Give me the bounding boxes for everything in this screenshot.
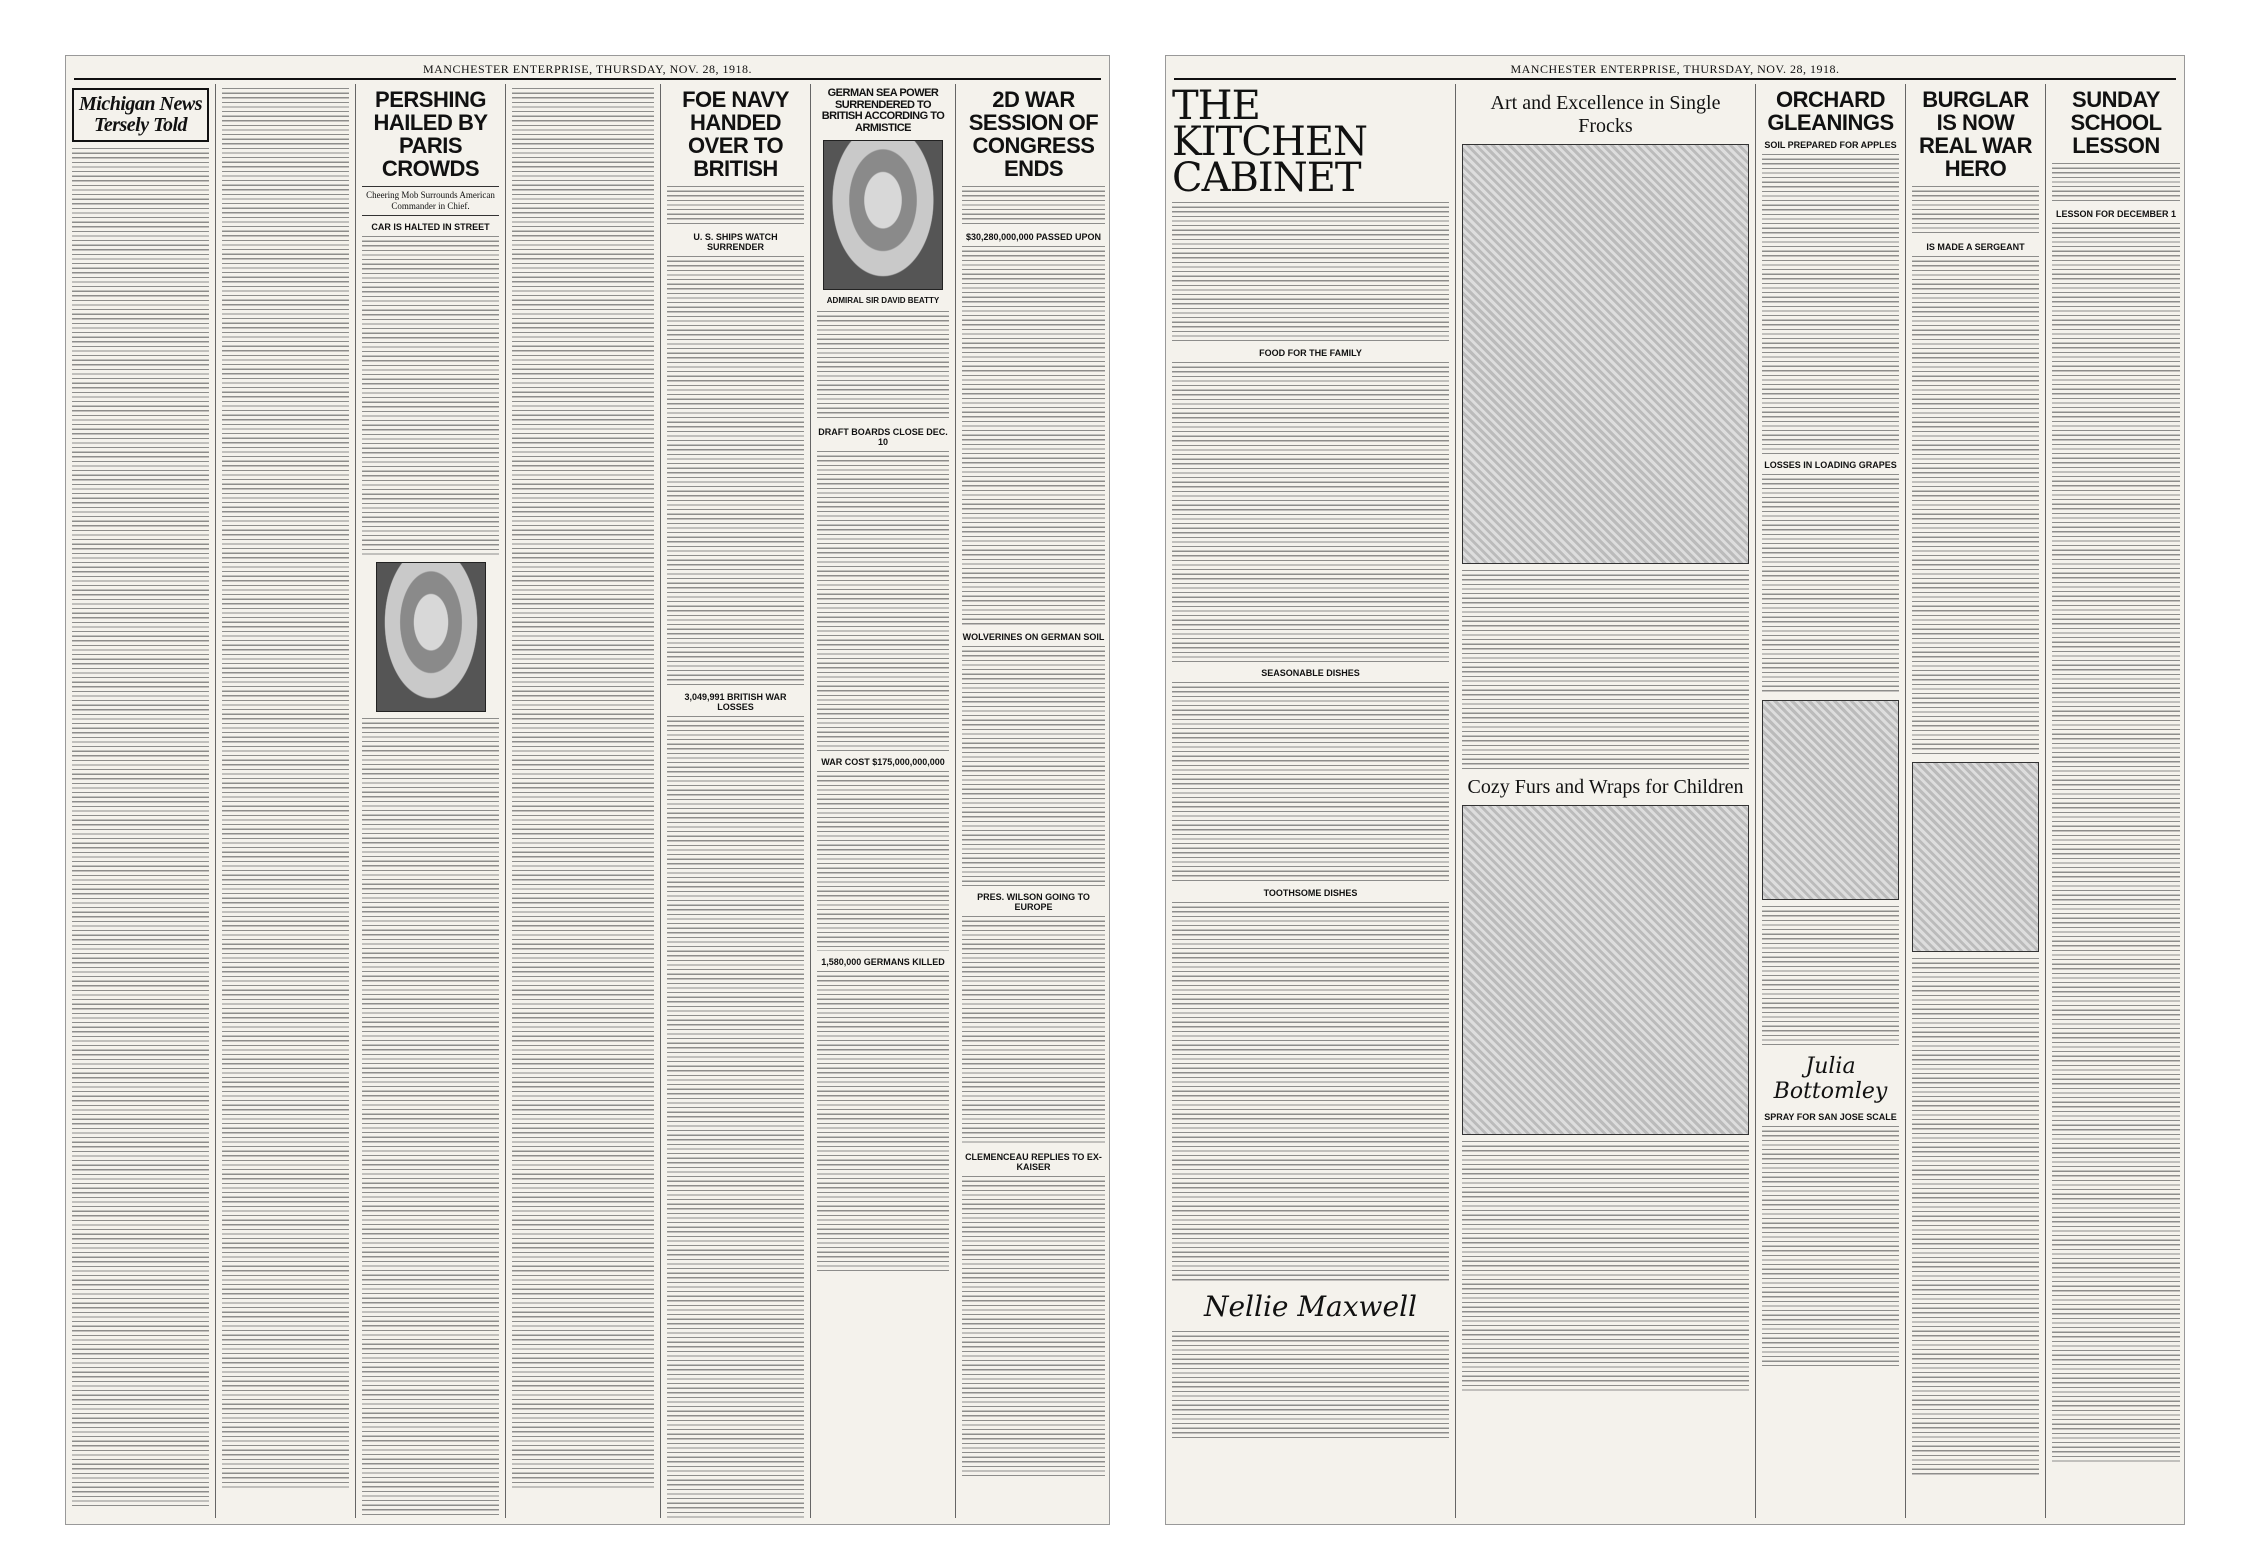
foe-navy-text — [667, 256, 804, 686]
pershing-headline: PERSHING HAILED BY PARIS CROWDS — [373, 87, 488, 182]
lesson-date-subhead: LESSON FOR DECEMBER 1 — [2055, 209, 2176, 220]
pershing-text — [362, 236, 499, 556]
kitchen-cabinet-column — [1166, 84, 1456, 1518]
grapes-illustration — [1762, 700, 1899, 900]
foe-navy-column — [661, 84, 811, 1518]
column-four-text — [512, 88, 654, 1488]
war-session-column — [956, 84, 1110, 1518]
beatty-caption: ADMIRAL SIR DAVID BEATTY — [826, 296, 940, 306]
war-session-headline: 2D WAR SESSION OF CONGRESS ENDS — [968, 87, 1099, 182]
frocks-headline: Art and Excellence in Single Frocks — [1490, 92, 1721, 137]
sunday-school-deck — [2052, 163, 2180, 203]
michigan-news-headline: Michigan News Tersely Told — [72, 88, 209, 142]
wolverines-text — [962, 646, 1105, 886]
seasonable-dishes-headline: SEASONABLE DISHES — [1261, 668, 1360, 678]
foe-navy-deck — [667, 186, 804, 226]
losses-grapes-text — [1762, 474, 1899, 694]
clemenceau-headline: CLEMENCEAU REPLIES TO EX-KAISER — [965, 1152, 1102, 1173]
losses-grapes-headline: LOSSES IN LOADING GRAPES — [1764, 460, 1897, 471]
pershing-subhead: CAR IS HALTED IN STREET — [371, 221, 490, 232]
furs-illustration — [1462, 805, 1749, 1135]
burglar-deck — [1912, 186, 2039, 236]
seasonable-dishes-text — [1172, 682, 1449, 882]
foe-navy-headline: FOE NAVY HANDED OVER TO BRITISH — [682, 87, 789, 182]
michigan-column — [66, 84, 216, 1518]
war-cost-text — [817, 771, 949, 951]
column-four — [506, 84, 661, 1518]
column-two — [216, 84, 356, 1518]
war-session-subhead: $30,280,000,000 PASSED UPON — [966, 232, 1101, 243]
sea-power-text — [817, 311, 949, 421]
wilson-text — [962, 916, 1105, 1146]
grapes-caption-text — [1762, 906, 1899, 1046]
spray-text — [1762, 1126, 1899, 1366]
war-session-deck — [962, 186, 1105, 226]
draft-text — [817, 451, 949, 751]
fashion-column — [1456, 84, 1756, 1518]
british-losses-text — [667, 716, 804, 1518]
frock-illustration — [1462, 144, 1749, 564]
wolverines-headline: WOLVERINES ON GERMAN SOIL — [962, 632, 1105, 643]
left-folio: MANCHESTER ENTERPRISE, THURSDAY, NOV. 28, 1918. — [422, 62, 753, 76]
foe-navy-subhead: U. S. SHIPS WATCH SURRENDER — [693, 232, 778, 253]
page-gutter — [1110, 0, 1165, 1563]
julia-bottomley-signature: Julia Bottomley — [1773, 1054, 1888, 1105]
burglar-text — [1912, 256, 2039, 756]
pershing-deck: Cheering Mob Surrounds American Commander in Chief. — [362, 186, 499, 216]
right-newspaper-page — [1165, 55, 2185, 1525]
sunday-school-column — [2046, 84, 2185, 1518]
kitchen-end-text — [1172, 1331, 1449, 1441]
beatty-photo — [823, 140, 943, 290]
sunday-school-text — [2052, 223, 2180, 1463]
soldier-illustration — [1912, 762, 2039, 952]
pershing-continued-text — [362, 718, 499, 1518]
sea-power-headline: GERMAN SEA POWER SURRENDERED TO BRITISH ACCORDING TO ARMISTICE — [821, 87, 945, 134]
food-family-headline: FOOD FOR THE FAMILY — [1259, 348, 1362, 358]
furs-text — [1462, 1141, 1749, 1391]
sergeant-subhead: IS MADE A SERGEANT — [1926, 242, 2025, 253]
burglar-continued-text — [1912, 958, 2039, 1478]
toothsome-dishes-text — [1172, 902, 1449, 1282]
furs-headline: Cozy Furs and Wraps for Children — [1467, 776, 1744, 798]
orchard-subhead: SOIL PREPARED FOR APPLES — [1764, 140, 1897, 151]
sunday-school-headline: SUNDAY SCHOOL LESSON — [2070, 87, 2162, 159]
burglar-headline: BURGLAR IS NOW REAL WAR HERO — [1919, 87, 2032, 182]
war-session-text — [962, 246, 1105, 626]
germans-killed-text — [817, 971, 949, 1271]
orchard-column — [1756, 84, 1906, 1518]
portrait-photo — [376, 562, 486, 712]
british-losses-headline: 3,049,991 BRITISH WAR LOSSES — [684, 692, 787, 713]
germans-killed-headline: 1,580,000 GERMANS KILLED — [821, 957, 945, 968]
right-folio: MANCHESTER ENTERPRISE, THURSDAY, NOV. 28, 1918. — [1510, 62, 1840, 76]
folio-rule — [74, 78, 1101, 80]
wilson-headline: PRES. WILSON GOING TO EUROPE — [977, 892, 1090, 913]
frocks-text — [1462, 570, 1749, 770]
burglar-column — [1906, 84, 2046, 1518]
draft-headline: DRAFT BOARDS CLOSE DEC. 10 — [818, 427, 948, 448]
food-family-text — [1172, 362, 1449, 662]
orchard-headline: ORCHARD GLEANINGS — [1767, 87, 1894, 136]
nellie-maxwell-signature: Nellie Maxwell — [1203, 1290, 1417, 1323]
folio-rule — [1174, 78, 2176, 80]
kitchen-poem-text — [1172, 202, 1449, 342]
sea-power-column — [811, 84, 956, 1518]
left-newspaper-page — [65, 55, 1110, 1525]
clemenceau-text — [962, 1176, 1105, 1476]
war-cost-headline: WAR COST $175,000,000,000 — [821, 757, 945, 768]
michigan-news-text — [72, 148, 209, 1508]
orchard-text — [1762, 154, 1899, 454]
spray-headline: SPRAY FOR SAN JOSE SCALE — [1764, 1112, 1897, 1123]
kitchen-cabinet-headline: THE KITCHEN CABINET — [1172, 84, 1368, 201]
pershing-column — [356, 84, 506, 1518]
toothsome-dishes-headline: TOOTHSOME DISHES — [1263, 888, 1358, 898]
column-two-text — [222, 88, 349, 1488]
